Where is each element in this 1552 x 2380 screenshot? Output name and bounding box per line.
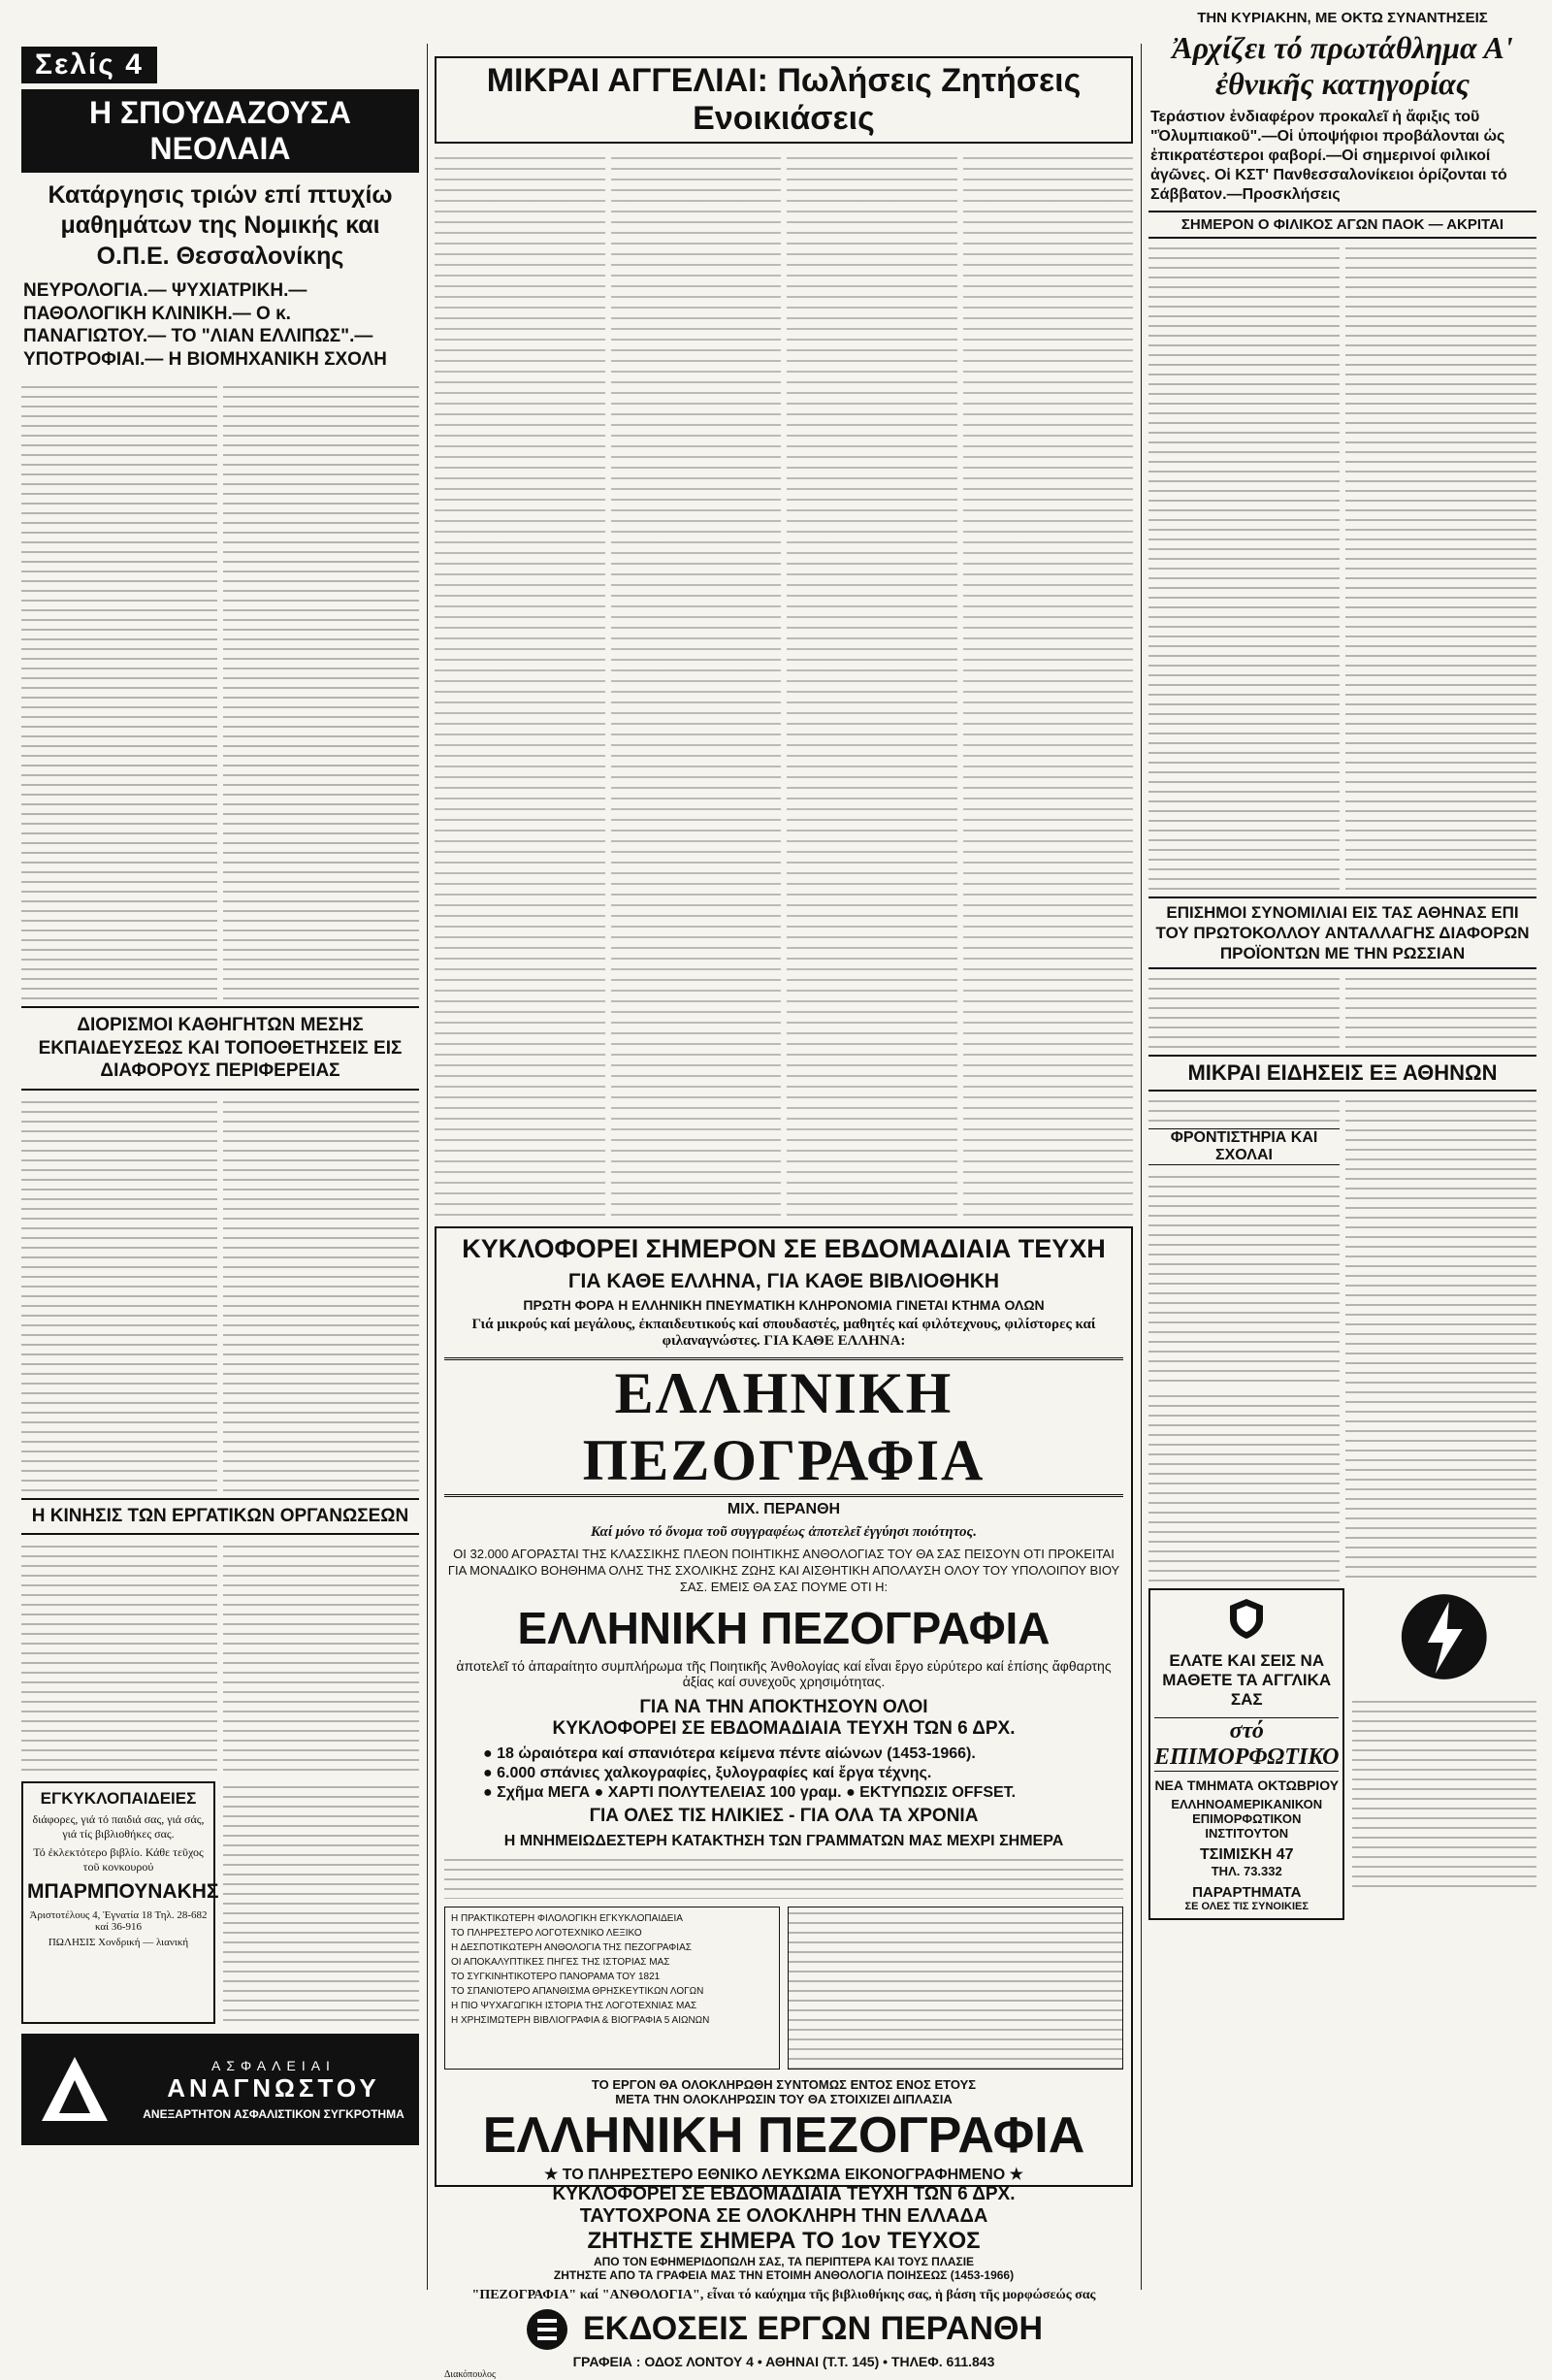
- ad-catalog-item: ΟΙ ΑΠΟΚΑΛΥΠΤΙΚΕΣ ΠΗΓΕΣ ΤΗΣ ΙΣΤΟΡΙΑΣ ΜΑΣ: [451, 1956, 670, 1968]
- encyclopedia-ad-brand: ΜΠΑΡΜΠΟΥΝΑΚΗΣ: [27, 1880, 219, 1903]
- ad-catalog-item: Η ΠΙΟ ΨΥΧΑΓΩΓΙΚΗ ΙΣΤΟΡΙΑ ΤΗΣ ΛΟΓΟΤΕΧΝΙΑΣ ΜΑΣ: [451, 2000, 697, 2011]
- notice-body: [1352, 1696, 1536, 1890]
- ad-bullet: ● 18 ὡραιότερα καί σπανιότερα κείμενα πέντε αἰώνων (1453-1966).: [483, 1744, 976, 1762]
- ad-catalog-item: Η ΔΕΣΠΟΤΙΚΩΤΕΡΗ ΑΝΘΟΛΟΓΙΑ ΤΗΣ ΠΕΖΟΓΡΑΦΙΑΣ: [451, 1941, 692, 1953]
- insurance-ad-brand: ΑΝΑΓΝΩΣΤΟΥ: [167, 2073, 380, 2103]
- headline: Ἀρχίζει τό πρωτάθλημα Α' ἐθνικῆς κατηγορίας: [1172, 30, 1513, 101]
- school-ad-text: ΣΕ ΟΛΕΣ ΤΙΣ ΣΥΝΟΙΚΙΕΣ: [1184, 1901, 1309, 1913]
- middle-column: [435, 0, 1133, 2380]
- ad-catalog-descriptions: [788, 1907, 1123, 2070]
- article-body: [223, 381, 419, 1002]
- triangle-logo-icon: [36, 2051, 113, 2129]
- article-body: [1345, 243, 1536, 893]
- article3-headline: Η ΚΙΝΗΣΙΣ ΤΩΝ ΕΡΓΑΤΙΚΩΝ ΟΡΓΑΝΩΣΕΩΝ: [31, 1506, 409, 1526]
- article-body: [21, 381, 217, 1002]
- school-ad-phone: ΤΗΛ. 73.332: [1211, 1864, 1282, 1879]
- ad-catalog-item: ΤΟ ΣΥΓΚΙΝΗΤΙΚΟΤΕΡΟ ΠΑΝΟΡΑΜΑ ΤΟΥ 1821: [451, 1971, 661, 1982]
- ad-title-big: ΕΛΛΗΝΙΚΗ ΠΕΖΟΓΡΑΦΙΑ: [517, 1602, 1051, 1653]
- ad-ages: ΓΙΑ ΟΛΕΣ ΤΙΣ ΗΛΙΚΙΕΣ - ΓΙΑ ΟΛΑ ΤΑ ΧΡΟΝΙΑ: [589, 1805, 979, 1826]
- classifieds-column: [787, 151, 957, 1219]
- encyclopedia-ad-text: διάφορες, γιά τό παιδιά σας, γιά σάς, γιά τίς βιβλιοθήκες σας.: [32, 1812, 205, 1841]
- ad-description: ἀποτελεῖ τό ἀπαραίτητο συμπλήρωμα τῆς Ποιητικῆς Ἀνθολογίας καί εἶναι ἔργο εὐρύτερο καί ἐπίσης ἄφθαρτης ἀξίας καί συνεχοῦς χρησιμότητας.: [456, 1657, 1112, 1689]
- article-body: [21, 1096, 217, 1494]
- ad-catalog-item: ΤΟ ΣΠΑΝΙΟΤΕΡΟ ΑΠΑΝΘΙΣΜΑ ΘΡΗΣΚΕΥΤΙΚΩΝ ΛΟΓΩΝ: [451, 1985, 704, 1997]
- article-body: [223, 1781, 419, 2024]
- classifieds-column: [435, 151, 605, 1219]
- ad-ask: ΖΗΤΗΣΤΕ ΣΗΜΕΡΑ ΤΟ 1ον ΤΕΥΧΟΣ: [587, 2227, 981, 2254]
- classifieds-column: [963, 151, 1134, 1219]
- left-column: [21, 0, 419, 2145]
- subhead: ΣΗΜΕΡΟΝ Ο ΦΙΛΙΚΟΣ ΑΓΩΝ ΠΑΟΚ — ΑΚΡΙΤΑΙ: [1180, 215, 1504, 233]
- encyclopedia-ad-address: Ἀριστοτέλους 4, Ἐγνατία 18 Τηλ. 28-682 καί 36-916: [29, 1909, 208, 1933]
- encyclopedia-ad-title: ΕΓΚΥΚΛΟΠΑΙΔΕΙΕΣ: [40, 1789, 197, 1808]
- classifieds-column: [611, 151, 782, 1219]
- ad-tagline: ΠΡΩΤΗ ΦΟΡΑ Η ΕΛΛΗΝΙΚΗ ΠΝΕΥΜΑΤΙΚΗ ΚΛΗΡΟΝΟΜΙΑ ΓΙΝΕΤΑΙ ΚΤΗΜΑ ΟΛΩΝ: [523, 1297, 1045, 1313]
- ad-acquire: ΚΥΚΛΟΦΟΡΕΙ ΣΕ ΕΒΔΟΜΑΔΙΑΙΑ ΤΕΥΧΗ ΤΩΝ 6 ΔΡΧ.: [552, 1717, 1016, 1739]
- deck: Τεράστιον ἐνδιαφέρον προκαλεῖ ἡ ἄφιξις τοῦ "Ὀλυμπιακοῦ".—Οἱ ὑποψήφιοι προβάλονται ὡς ἐπικρατέστεροι φαβορί.—Οἱ σημερινοί φιλικοί ἀγῶνες. Οἱ ΚΣΤ' Πανθεσσαλονίκειοι ὁρίζονται τό Σάββατον.—Προσκλήσεις: [1150, 108, 1507, 203]
- tutoring-listings: [1148, 1171, 1340, 1385]
- ad-offices: ΓΡΑΦΕΙΑ : ΟΔΟΣ ΛΟΝΤΟΥ 4 • ΑΘΗΝΑΙ (Τ.Τ. 145) • ΤΗΛΕΦ. 611.843: [572, 2353, 995, 2369]
- ad-pride: "ΠΕΖΟΓΡΑΦΙΑ" καί "ΑΝΘΟΛΟΓΙΑ", εἶναι τό καύχημα τῆς βιβλιοθήκης σας, ἡ βάση τῆς μορφώσεώς σας: [471, 2287, 1096, 2302]
- ad-publisher-name: ΜΙΧ. ΠΕΡΑΝΘΗ: [727, 1501, 841, 1517]
- ad-title-big: ΕΛΛΗΝΙΚΗ ΠΕΖΟΓΡΑΦΙΑ: [482, 2106, 1085, 2164]
- ad-bullet: ● 6.000 σπάνιες χαλκογραφίες, ξυλογραφίες καί ἔργα τέχνης.: [483, 1764, 932, 1781]
- ad-logo-title: ΕΛΛΗΝΙΚΗ ΠΕΖΟΓΡΑΦΙΑ: [444, 1357, 1123, 1497]
- ad-guarantee: Καί μόνο τό ὄνομα τοῦ συγγραφέως ἀποτελεῖ ἐγγύησι ποιότητος.: [591, 1524, 977, 1540]
- ad-body-text: [444, 1854, 1123, 1899]
- ad-agent: Διακόπουλος: [444, 2368, 496, 2380]
- ad-bullet: ● Σχῆμα ΜΕΓΑ ● ΧΑΡΤΙ ΠΟΛΥΤΕΛΕΙΑΣ 100 γραμ. ● ΕΚΤΥΠΩΣΙΣ OFFSET.: [483, 1783, 1017, 1801]
- insurance-ad: [21, 2034, 419, 2145]
- article2-headline: ΕΠΙΣΗΜΟΙ ΣΥΝΟΜΙΛΙΑΙ ΕΙΣ ΤΑΣ ΑΘΗΝΑΣ ΕΠΙ ΤΟΥ ΠΡΩΤΟΚΟΛΛΟΥ ΑΝΤΑΛΛΑΓΗΣ ΔΙΑΦΟΡΩΝ ΠΡΟΪΟΝΤΩΝ ΜΕ ΤΗΝ ΡΩΣΣΙΑΝ: [1155, 902, 1530, 963]
- article-body: [1148, 243, 1340, 893]
- headline: Κατάργησις τριών επί πτυχίω μαθημάτων της Νομικής και Ο.Π.Ε. Θεσσαλονίκης: [48, 181, 393, 270]
- ad-monument: Η ΜΝΗΜΕΙΩΔΕΣΤΕΡΗ ΚΑΤΑΚΤΗΣΗ ΤΩΝ ΓΡΑΜΜΑΤΩΝ ΜΑΣ ΜΕΧΡΙ ΣΗΜΕΡΑ: [503, 1832, 1064, 1849]
- school-ad-text: ΕΛΑΤΕ ΚΑΙ ΣΕΙΣ ΝΑ ΜΑΘΕΤΕ ΤΑ ΑΓΓΛΙΚΑ ΣΑΣ: [1162, 1651, 1332, 1710]
- ad-audience: Γιά μικρούς καί μεγάλους, ἐκπαιδευτικούς καί σπουδαστές, μαθητές καί φιλότεχνους, φιλίστορες καί φιλαναγνώστες. ΓΙΑ ΚΑΘΕ ΕΛΛΗΝΑ:: [471, 1317, 1096, 1349]
- encyclopedia-ad: [21, 1781, 219, 2024]
- school-ad-address: ΤΣΙΜΙΣΚΗ 47: [1199, 1846, 1294, 1864]
- ad-headline: ΚΥΚΛΟΦΟΡΕΙ ΣΗΜΕΡΟΝ ΣΕ ΕΒΔΟΜΑΔΙΑΙΑ ΤΕΥΧΗ: [462, 1234, 1106, 1263]
- publisher-logo-icon: [525, 2307, 569, 2352]
- section-banner: Η ΣΠΟΥΔΑΖΟΥΣΑ ΝΕΟΛΑΙΑ: [21, 89, 419, 173]
- insurance-ad-tagline: ΑΝΕΞΑΡΤΗΤΟΝ ΑΣΦΑΛΙΣΤΙΚΟΝ ΣΥΓΚΡΟΤΗΜΑ: [143, 2107, 404, 2121]
- ad-tagline: ΓΙΑ ΚΑΘΕ ΕΛΛΗΝΑ, ΓΙΑ ΚΑΘΕ ΒΙΒΛΙΟΘΗΚΗ: [567, 1270, 1000, 1292]
- classifieds-banner: ΜΙΚΡΑΙ ΑΓΓΕΛΙΑΙ: Πωλήσεις Ζητήσεις Ενοικιάσεις: [435, 56, 1133, 144]
- school-ad-name: στό ΕΠΙΜΟΡΦΩΤΙΚΟ: [1154, 1718, 1340, 1771]
- insurance-ad-line1: ΑΣΦΑΛΕΙΑΙ: [211, 2058, 336, 2073]
- article-body: [1148, 973, 1340, 1051]
- pezografia-ad: [435, 1226, 1133, 2380]
- ad-where: ΖΗΤΗΣΤΕ ΑΠΟ ΤΑ ΓΡΑΦΕΙΑ ΜΑΣ ΤΗΝ ΕΤΟΙΜΗ ΑΝΘΟΛΟΓΙΑ ΠΟΙΗΣΕΩΣ (1453-1966): [553, 2267, 1015, 2282]
- ad-catalog-item: Η ΧΡΗΣΙΜΩΤΕΡΗ ΒΙΒΛΙΟΓΡΑΦΙΑ & ΒΙΟΓΡΑΦΙΑ 5 ΑΙΩΝΩΝ: [451, 2014, 710, 2026]
- article3-headline: ΜΙΚΡΑΙ ΕΙΔΗΣΕΙΣ ΕΞ ΑΘΗΝΩΝ: [1187, 1060, 1498, 1086]
- school-ad-text: ΕΛΛΗΝΟΑΜΕΡΙΚΑΝΙΚΟΝ ΕΠΙΜΟΡΦΩΤΙΚΟΝ ΙΝΣΤΙΤΟΥΤΟΝ: [1171, 1797, 1323, 1842]
- tutoring-title: ΦΡΟΝΤΙΣΤΗΡΙΑ ΚΑΙ ΣΧΟΛΑΙ: [1148, 1128, 1340, 1165]
- encyclopedia-ad-sales: ΠΩΛΗΣΙΣ Χονδρική — λιανική: [48, 1937, 189, 1948]
- article-body: [1148, 1095, 1340, 1123]
- ad-catalog-item: ΤΟ ΠΛΗΡΕΣΤΕΡΟ ΛΟΓΟΤΕΧΝΙΚΟ ΛΕΞΙΚΟ: [451, 1927, 642, 1939]
- ad-weekly: ΚΥΚΛΟΦΟΡΕΙ ΣΕ ΕΒΔΟΜΑΔΙΑΙΑ ΤΕΥΧΗ ΤΩΝ 6 ΔΡΧ.: [552, 2183, 1016, 2204]
- ad-acquire: ΓΙΑ ΝΑ ΤΗΝ ΑΠΟΚΤΗΣΟΥΝ ΟΛΟΙ: [639, 1696, 928, 1717]
- electric-company-logo-icon: [1352, 1588, 1536, 1685]
- ad-everywhere: ΤΑΥΤΟΧΡΟΝΑ ΣΕ ΟΛΟΚΛΗΡΗ ΤΗΝ ΕΛΛΑΔΑ: [579, 2204, 988, 2227]
- ad-publisher: ΕΚΔΟΣΕΙΣ ΕΡΓΩΝ ΠΕΡΑΝΘΗ: [582, 2310, 1044, 2348]
- article-body: [1345, 973, 1536, 1051]
- article-body: [1345, 1095, 1536, 1584]
- page-label: Σελίς 4: [21, 47, 157, 83]
- article-body: [223, 1541, 419, 1774]
- ad-bullets: [483, 1745, 1123, 1802]
- school-ad: [1148, 1588, 1344, 1920]
- encyclopedia-ad-text: Τό ἐκλεκτότερο βιβλίο. Κάθε τεῦχος τοῦ κονκουρού: [33, 1845, 204, 1874]
- kicker: ΤΗΝ ΚΥΡΙΑΚΗΝ, ΜΕ ΟΚΤΩ ΣΥΝΑΝΤΗΣΕΙΣ: [1197, 10, 1488, 26]
- school-ad-text: ΝΕΑ ΤΜΗΜΑΤΑ ΟΚΤΩΒΡΙΟΥ: [1154, 1777, 1340, 1794]
- article2-headline: ΔΙΟΡΙΣΜΟΙ ΚΑΘΗΓΗΤΩΝ ΜΕΣΗΣ ΕΚΠΑΙΔΕΥΣΕΩΣ ΚΑΙ ΤΟΠΟΘΕΤΗΣΕΙΣ ΕΙΣ ΔΙΑΦΟΡΟΥΣ ΠΕΡΙΦΕΡΕΙΑΣ: [38, 1014, 403, 1082]
- article-body: [1148, 1390, 1340, 1584]
- ad-complete: ΤΟ ΕΡΓΟΝ ΘΑ ΟΛΟΚΛΗΡΩΘΗ ΣΥΝΤΟΜΩΣ ΕΝΤΟΣ ΕΝΟΣ ΕΤΟΥΣ: [591, 2076, 977, 2092]
- subhead: ΝΕΥΡΟΛΟΓΙΑ.— ΨΥΧΙΑΤΡΙΚΗ.— ΠΑΘΟΛΟΓΙΚΗ ΚΛΙΝΙΚΗ.— Ο κ. ΠΑΝΑΓΙΩΤΟΥ.— ΤΟ "ΛΙΑΝ ΕΛΛΙΠΩΣ".— ΥΠΟΤΡΟΦΙΑΙ.— Η ΒΙΟΜΗΧΑΝΙΚΗ ΣΧΟΛΗ: [23, 279, 387, 370]
- right-column: [1148, 0, 1536, 1920]
- ad-complete: ΜΕΤΑ ΤΗΝ ΟΛΟΚΛΗΡΩΣΙΝ ΤΟΥ ΘΑ ΣΤΟΙΧΙΖΕΙ ΔΙΠΛΑΣΙΑ: [615, 2091, 953, 2106]
- article-body: [21, 1541, 217, 1774]
- ad-catalog-list: [444, 1907, 780, 2070]
- ad-catalog-item: Η ΠΡΑΚΤΙΚΩΤΕΡΗ ΦΙΛΟΛΟΓΙΚΗ ΕΓΚΥΚΛΟΠΑΙΔΕΙΑ: [451, 1912, 683, 1924]
- ad-album: ★ ΤΟ ΠΛΗΡΕΣΤΕΡΟ ΕΘΝΙΚΟ ΛΕΥΚΩΜΑ ΕΙΚΟΝΟΓΡΑΦΗΜΕΝΟ ★: [544, 2166, 1023, 2183]
- article-body: [223, 1096, 419, 1494]
- ad-where: ΑΠΟ ΤΟΝ ΕΦΗΜΕΡΙΔΟΠΩΛΗ ΣΑΣ, ΤΑ ΠΕΡΙΠΤΕΡΑ ΚΑΙ ΤΟΥΣ ΠΛΑΣΙΕ: [593, 2254, 975, 2268]
- ad-buyers: ΟΙ 32.000 ΑΓΟΡΑΣΤΑΙ ΤΗΣ ΚΛΑΣΣΙΚΗΣ ΠΛΕΟΝ ΠΟΙΗΤΙΚΗΣ ΑΝΘΟΛΟΓΙΑΣ ΤΟΥ ΘΑ ΣΑΣ ΠΕΙΣΟΥΝ ΟΤΙ ΠΡΟΚΕΙΤΑΙ ΓΙΑ ΜΟΝΑΔΙΚΟ ΒΟΗΘΗΜΑ ΟΛΗΣ ΤΗΣ ΣΧΟΛΙΚΗΣ ΖΩΗΣ ΚΑΙ ΑΙΣΘΗΤΙΚΗ ΑΠΟΛΑΥΣΗ ΟΛΟΥ ΤΟΥ ΥΠΟΛΟΙΠΟΥ ΒΙΟΥ ΣΑΣ. ΕΜΕΙΣ ΘΑ ΣΑΣ ΠΟΥΜΕ ΟΤΙ Η:: [447, 1547, 1120, 1594]
- school-ad-text: ΠΑΡΑΡΤΗΜΑΤΑ: [1192, 1884, 1302, 1902]
- crest-icon: [1224, 1596, 1269, 1641]
